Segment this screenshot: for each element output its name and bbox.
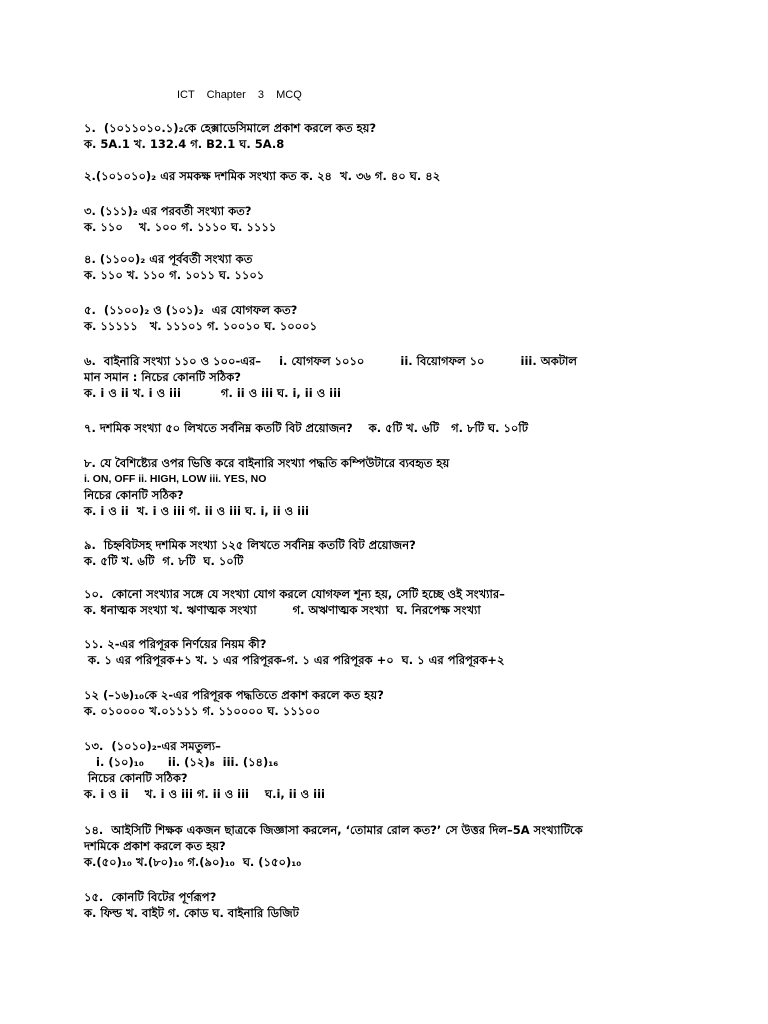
question-options: ক.(৫০)₁₀ খ.(৮০)₁₀ গ.(৯০)₁₀ ঘ. (১৫০)₁₀ (84, 855, 302, 869)
question-8 (84, 455, 449, 519)
question-text: ১৫. কোনটি বিটের পূর্ণরূপ? (84, 890, 217, 904)
statement-ii: ii. বিয়োগফল ১০ (400, 354, 485, 368)
question-15 (84, 889, 299, 921)
question-text: ২.(১০১০১০)₂ এর সমকক্ষ দশমিক সংখ্যা কত ক. ২৪ খ. ৩৬ গ. ৪০ ঘ. ৪২ (84, 169, 441, 183)
question-text: ১. (১০১১০১০.১)₂কে হেক্সাডেসিমালে প্রকাশ করলে কত হয়? (84, 121, 377, 135)
question-options: ক. ফিল্ড খ. বাইট গ. কোড ঘ. বাইনারি ডিজিট (84, 906, 299, 920)
question-text: ১১. ২-এর পরিপূরক নির্ণয়ের নিয়ম কী? (84, 637, 267, 651)
question-options: ক. i ও ii খ. i ও iii গ. ii ও iii ঘ.i, ii ও iii (84, 787, 325, 801)
question-statements: i. (১০)₁₀ ii. (১২)₈ iii. (১৪)₁₆ (84, 755, 279, 769)
question-options: ক. ৫টি খ. ৬টি গ. ৮টি ঘ. ১০টি (84, 554, 244, 568)
question-text-continued: দশমিকে প্রকাশ করলে কত হয়? (84, 839, 226, 853)
page-title: ICT Chapter 3 MCQ (177, 89, 302, 101)
question-options: ক. ১ এর পরিপূরক+১ খ. ১ এর পরিপূরক-গ. ১ এর পরিপূরক +০ ঘ. ১ এর পরিপূরক+২ (84, 653, 505, 667)
statement-i: i. যোগফল ১০১০ (279, 354, 365, 368)
question-options: ক. ১১০ খ. ১১০ গ. ১০১১ ঘ. ১১০১ (84, 268, 265, 282)
question-1 (84, 120, 376, 152)
question-9 (84, 537, 416, 569)
question-stem-line (84, 353, 577, 369)
question-text: ১৩. (১০১০)₂-এর সমতুল্য– (84, 739, 221, 753)
question-13 (84, 738, 325, 802)
question-14 (84, 822, 583, 870)
question-options: ক. ১১১১১ খ. ১১১০১ গ. ১০০১০ ঘ. ১০০০১ (84, 319, 318, 333)
question-text: ৮. যে বৈশিষ্ট্যের ওপর ভিত্তি করে বাইনারি সংখ্যা পদ্ধতি কম্পিউটারে ব্যবহৃত হয় (84, 456, 450, 470)
question-11 (84, 636, 504, 668)
question-options: ক. ১১০ খ. ১০০ গ. ১১১০ ঘ. ১১১১ (84, 220, 277, 234)
statement-iii: iii. অকটাল (520, 354, 577, 368)
question-options: ক. ০১০০০০ খ.০১১১১ গ. ১১০০০০ ঘ. ১১১০০ (84, 704, 321, 718)
question-2 (84, 168, 440, 184)
question-3 (84, 203, 276, 235)
question-4 (84, 251, 264, 283)
question-text: ৭. দশমিক সংখ্যা ৫০ লিখতে সর্বনিম্ন কতটি বিট প্রয়োজন? ক. ৫টি খ. ৬টি গ. ৮টি ঘ. ১০টি (84, 421, 528, 435)
question-prompt: নিচের কোনটি সঠিক? (84, 488, 184, 502)
question-options: ক. 5A.1 খ. 132.4 গ. B2.1 ঘ. 5A.8 (84, 137, 285, 151)
question-options: ক. i ও ii খ. i ও iii গ. ii ও iii ঘ. i, ii ও iii (84, 504, 309, 518)
question-options: ক. ধনাত্মক সংখ্যা খ. ঋণাত্মক সংখ্যা গ. অঋণাত্মক সংখ্যা ঘ. নিরপেক্ষ সংখ্যা (84, 603, 481, 617)
question-text: ১০. কোনো সংখ্যার সঙ্গে যে সংখ্যা যোগ করলে যোগফল শূন্য হয়, সেটি হচ্ছে ওই সংখ্যার– (84, 587, 505, 601)
question-options: ক. i ও ii খ. i ও iii গ. ii ও iii ঘ. i, ii ও iii (84, 386, 341, 400)
question-6 (84, 353, 577, 401)
question-5 (84, 302, 317, 334)
question-text: ৪. (১১০০)₂ এর পূর্ববর্তী সংখ্যা কত (84, 252, 253, 266)
question-12 (84, 687, 384, 719)
question-7 (84, 420, 528, 436)
question-text: ৩. (১১১)₂ এর পরবর্তী সংখ্যা কত? (84, 204, 252, 218)
question-10 (84, 586, 505, 618)
question-prompt: নিচের কোনটি সঠিক? (84, 771, 188, 785)
question-text: ১৪. আইসিটি শিক্ষক একজন ছাত্রকে জিজ্ঞাসা করলেন, ‘তোমার রোল কত?’ সে উত্তর দিল–5A সংখ্যাটিকে (84, 823, 583, 837)
question-text: ৬. বাইনারি সংখ্যা ১১০ ও ১০০-এর– (84, 354, 262, 368)
question-text: ৯. চিহ্নবিটসহ দশমিক সংখ্যা ১২৫ লিখতে সর্বনিম্ন কতটি বিট প্রয়োজন? (84, 538, 416, 552)
question-statements: i. ON, OFF ii. HIGH, LOW iii. YES, NO (84, 473, 267, 485)
question-text: ১২ (–১৬)₁₀কে ২-এর পরিপূরক পদ্ধতিতে প্রকাশ করলে কত হয়? (84, 688, 384, 702)
question-prompt: মান সমান : নিচের কোনটি সঠিক? (84, 370, 241, 384)
question-text: ৫. (১১০০)₂ ও (১০১)₂ এর যোগফল কত? (84, 303, 298, 317)
